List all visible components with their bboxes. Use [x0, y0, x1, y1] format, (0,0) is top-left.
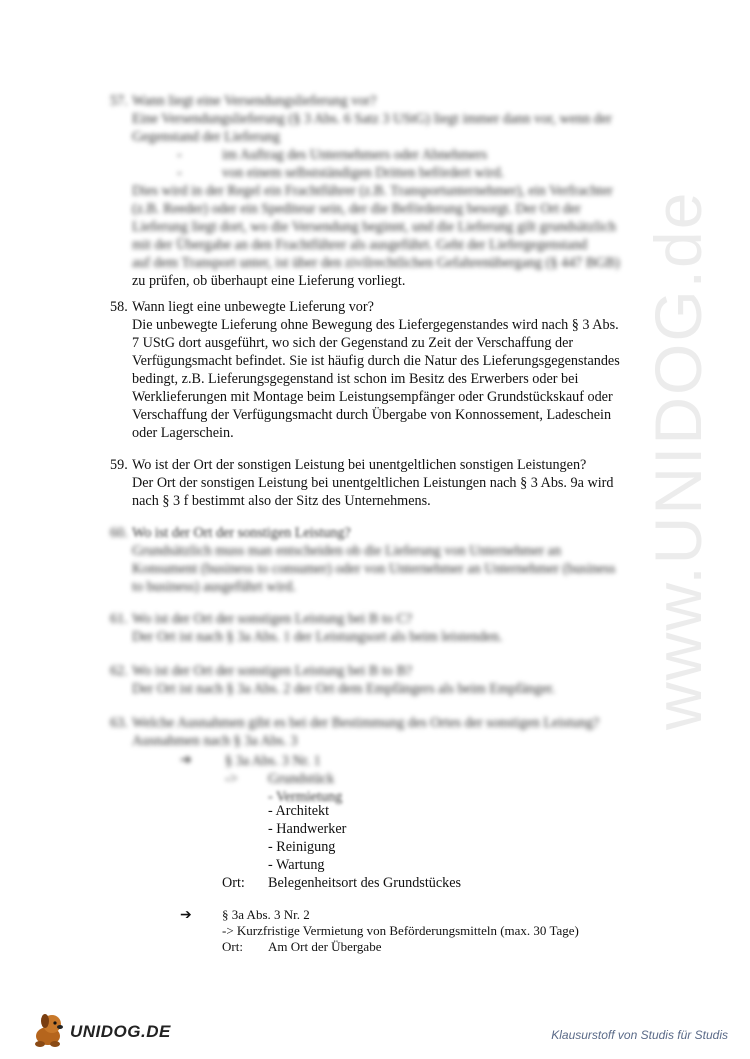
answer-line: Lieferung liegt dort, wo die Versendung beginnt, und die Lieferung gilt grundsätzlich: [132, 219, 616, 235]
question-text: Wann liegt eine unbewegte Lieferung vor?: [132, 299, 374, 315]
section-reference: § 3a Abs. 3 Nr. 2: [222, 907, 310, 922]
dog-icon: [28, 1010, 72, 1050]
answer-line: Die unbewegte Lieferung ohne Bewegung des Liefergegenstandes wird nach § 3 Abs.: [132, 317, 619, 333]
question-63: [110, 714, 670, 750]
answer-line: Ausnahmen nach § 3a Abs. 3: [132, 733, 298, 749]
question-number: 59.: [110, 457, 128, 473]
answer-line: Grundsätzlich muss man entscheiden ob die Lieferung von Unternehmer an: [132, 543, 562, 559]
question-58: [110, 298, 670, 442]
question-61: [110, 610, 670, 646]
ort-label: Ort:: [222, 939, 243, 954]
question-text: Wo ist der Ort der sonstigen Leistung bei B to C?: [132, 611, 413, 627]
arrow-icon: ➔: [180, 908, 192, 923]
answer-line: to business) ausgeführt wird.: [132, 579, 296, 595]
answer-line: Der Ort ist nach § 3a Abs. 2 der Ort dem Empfängers als beim Empfänger.: [132, 681, 556, 697]
list-item: - Vermietung: [268, 789, 343, 805]
watermark: www.UNIDOG.de: [641, 190, 715, 730]
answer-line: Konsument (business to consumer) oder von Unternehmer an Unternehmer (business: [132, 561, 616, 577]
question-number: 57.: [110, 93, 128, 109]
question-text: Wo ist der Ort der sonstigen Leistung bei unentgeltlichen sonstigen Leistungen?: [132, 457, 587, 473]
question-text: Wo ist der Ort der sonstigen Leistung?: [132, 525, 351, 541]
question-57: [110, 92, 670, 290]
question-text: Wann liegt eine Versendungslieferung vor?: [132, 93, 377, 109]
footer-tagline: Klausurstoff von Studis für Studis: [551, 1028, 728, 1042]
answer-line: zu prüfen, ob überhaupt eine Lieferung vorliegt.: [132, 273, 406, 289]
question-number: 63.: [110, 715, 128, 731]
question-text: Wo ist der Ort der sonstigen Leistung bei B to B?: [132, 663, 413, 679]
ort-value: Am Ort der Übergabe: [268, 939, 382, 954]
unidog-logo: [28, 1010, 171, 1050]
list-item: - Reinigung: [268, 839, 336, 855]
answer-line: Werklieferungen mit Montage beim Leistungsempfänger oder Grundstückskauf oder: [132, 389, 613, 405]
question-number: 61.: [110, 611, 128, 627]
answer-line: nach § 3 f bestimmt also der Sitz des Unternehmens.: [132, 493, 431, 509]
answer-line: Eine Versendungslieferung (§ 3 Abs. 6 Satz 3 UStG) liegt immer dann vor, wenn der: [132, 111, 612, 127]
sub-arrow: ->: [225, 771, 238, 787]
question-59: [110, 456, 670, 510]
question-62: [110, 662, 670, 698]
question-text: Welche Ausnahmen gibt es bei der Bestimmung des Ortes der sonstigen Leistung?: [132, 715, 600, 731]
section-reference: § 3a Abs. 3 Nr. 1: [225, 753, 321, 769]
dash-item: - im Auftrag des Unternehmers oder Abnehmers: [177, 147, 488, 163]
answer-line: bedingt, z.B. Lieferungsgegenstand ist schon im Besitz des Erwerbers oder bei: [132, 371, 579, 387]
answer-line: -> Kurzfristige Vermietung von Beförderungsmitteln (max. 30 Tage): [222, 923, 579, 938]
dash-item: - von einem selbstständigen Dritten befördert wird.: [177, 165, 505, 181]
list-item: - Architekt: [268, 803, 330, 819]
answer-line: Verschaffung der Verfügungsmacht durch Übergabe von Konnossement, Ladeschein: [132, 407, 612, 423]
question-number: 58.: [110, 299, 128, 315]
answer-line: Dies wird in der Regel ein Frachtführer (z.B. Transportunternehmer), ein Verfrachter: [132, 183, 613, 199]
question-60: [110, 524, 670, 596]
answer-line: Gegenstand der Lieferung: [132, 129, 281, 145]
question-number: 60.: [110, 525, 128, 541]
answer-line: 7 UStG dort ausgeführt, wo sich der Gegenstand zu Zeit der Verschaffung der: [132, 335, 574, 351]
answer-line: Der Ort ist nach § 3a Abs. 1 der Leistungsort als beim leistenden.: [132, 629, 503, 645]
arrow-icon: ➔: [180, 753, 192, 768]
ort-label: Ort:: [222, 875, 245, 891]
question-number: 62.: [110, 663, 128, 679]
list-item: - Handwerker: [268, 821, 347, 837]
answer-line: (z.B. Reeder) oder ein Spediteur sein, der die Beförderung besorgt. Der Ort der: [132, 201, 581, 217]
ort-value: Belegenheitsort des Grundstückes: [268, 875, 462, 891]
answer-line: auf dem Transport unter, ist über den zivilrechtlichen Gefahrenübergang (§ 447 BGB): [132, 255, 620, 271]
list-item: - Wartung: [268, 857, 325, 873]
category-label: Grundstück: [268, 771, 335, 787]
answer-line: Der Ort der sonstigen Leistung bei unentgeltlichen Leistungen nach § 3 Abs. 9a wird: [132, 475, 614, 491]
answer-line: Verfügungsmacht befindet. Sie ist häufig durch die Natur des Lieferungsgegenstandes: [132, 353, 620, 369]
answer-line: oder Lagerschein.: [132, 425, 234, 441]
answer-line: mit der Übergabe an den Frachtführer als ausgeführt. Geht der Liefergegenstand: [132, 237, 588, 253]
logo-text: UNIDOG.DE: [70, 1022, 171, 1041]
